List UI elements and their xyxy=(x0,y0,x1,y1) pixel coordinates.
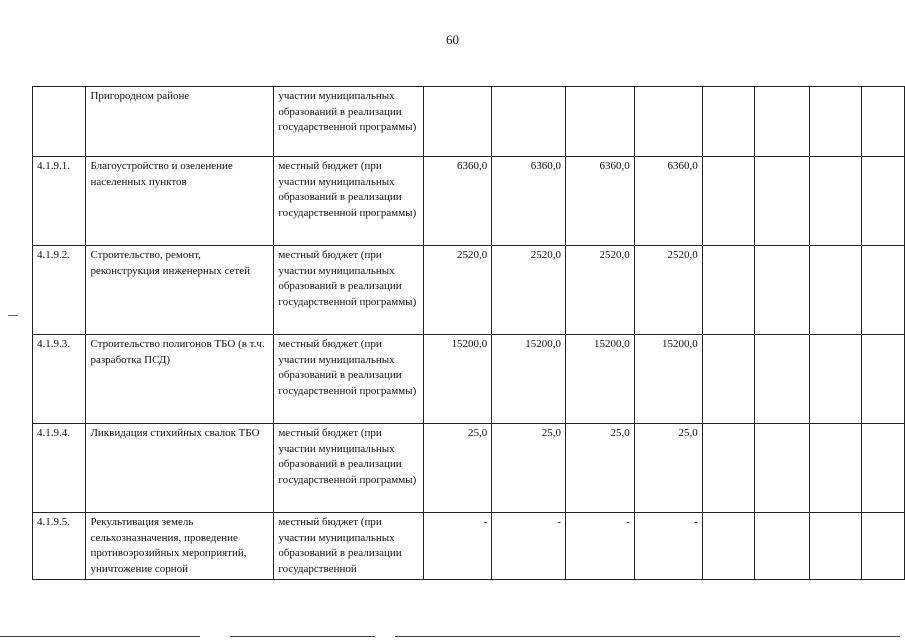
empty-cell xyxy=(754,87,810,157)
row-name: Строительство полигонов ТБО (в т.ч. разработка ПСД) xyxy=(86,335,274,424)
row-source: местный бюджет (при участии муниципальных образований в реализации государственной программы) xyxy=(274,424,424,513)
empty-cell xyxy=(861,335,904,424)
row-name: Ликвидация стихийных свалок ТБО xyxy=(86,424,274,513)
value-cell: 6360,0 xyxy=(424,157,492,246)
row-name: Рекультивация земель сельхозназначения, проведение противоэрозийных мероприятий, уничтожение сорной xyxy=(86,513,274,580)
empty-cell xyxy=(861,513,904,580)
value-cell: 15200,0 xyxy=(424,335,492,424)
empty-cell xyxy=(810,335,861,424)
value-cell: 2520,0 xyxy=(424,246,492,335)
empty-cell xyxy=(810,87,861,157)
table-row xyxy=(33,335,905,424)
value-cell: 25,0 xyxy=(634,424,702,513)
scan-edge-line xyxy=(0,636,200,637)
value-cell: 15200,0 xyxy=(492,335,566,424)
row-code: 4.1.9.2. xyxy=(33,246,86,335)
scan-mark xyxy=(8,315,18,316)
empty-cell xyxy=(754,513,810,580)
page-number: 60 xyxy=(446,32,459,47)
empty-cell xyxy=(702,157,754,246)
budget-table xyxy=(32,86,905,580)
value-cell xyxy=(634,87,702,157)
table-row xyxy=(33,513,905,580)
row-source: местный бюджет (при участии муниципальных образований в реализации государственной программы) xyxy=(274,246,424,335)
value-cell: - xyxy=(634,513,702,580)
row-source: местный бюджет (при участии муниципальных образований в реализации государственной программы) xyxy=(274,335,424,424)
row-name: Строительство, ремонт, реконструкция инженерных сетей xyxy=(86,246,274,335)
row-source: участии муниципальных образований в реализации государственной программы) xyxy=(274,87,424,157)
value-cell: 25,0 xyxy=(492,424,566,513)
empty-cell xyxy=(810,424,861,513)
value-cell xyxy=(424,87,492,157)
row-code xyxy=(33,87,86,157)
table-row xyxy=(33,157,905,246)
value-cell: 6360,0 xyxy=(565,157,634,246)
empty-cell xyxy=(861,157,904,246)
empty-cell xyxy=(861,424,904,513)
empty-cell xyxy=(861,246,904,335)
empty-cell xyxy=(861,87,904,157)
empty-cell xyxy=(754,157,810,246)
row-source: местный бюджет (при участии муниципальных образований в реализации государственной программы) xyxy=(274,157,424,246)
empty-cell xyxy=(702,513,754,580)
table-row xyxy=(33,87,905,157)
value-cell: 15200,0 xyxy=(565,335,634,424)
value-cell: 2520,0 xyxy=(492,246,566,335)
table-row xyxy=(33,246,905,335)
value-cell xyxy=(565,87,634,157)
row-name: Благоустройство и озеленение населенных пунктов xyxy=(86,157,274,246)
scan-edge-line xyxy=(230,636,375,637)
value-cell: - xyxy=(565,513,634,580)
value-cell xyxy=(492,87,566,157)
row-code: 4.1.9.1. xyxy=(33,157,86,246)
empty-cell xyxy=(810,513,861,580)
value-cell: 25,0 xyxy=(424,424,492,513)
value-cell: 2520,0 xyxy=(634,246,702,335)
value-cell: - xyxy=(424,513,492,580)
empty-cell xyxy=(754,335,810,424)
row-code: 4.1.9.4. xyxy=(33,424,86,513)
value-cell: 25,0 xyxy=(565,424,634,513)
value-cell: - xyxy=(492,513,566,580)
empty-cell xyxy=(754,246,810,335)
row-source: местный бюджет (при участии муниципальных образований в реализации государственной xyxy=(274,513,424,580)
empty-cell xyxy=(702,246,754,335)
value-cell: 15200,0 xyxy=(634,335,702,424)
value-cell: 2520,0 xyxy=(565,246,634,335)
empty-cell xyxy=(754,424,810,513)
empty-cell xyxy=(810,157,861,246)
row-code: 4.1.9.5. xyxy=(33,513,86,580)
row-name: Пригородном районе xyxy=(86,87,274,157)
value-cell: 6360,0 xyxy=(492,157,566,246)
scan-edge-line xyxy=(395,636,900,637)
empty-cell xyxy=(702,87,754,157)
value-cell: 6360,0 xyxy=(634,157,702,246)
table-row xyxy=(33,424,905,513)
empty-cell xyxy=(702,424,754,513)
empty-cell xyxy=(702,335,754,424)
empty-cell xyxy=(810,246,861,335)
row-code: 4.1.9.3. xyxy=(33,335,86,424)
